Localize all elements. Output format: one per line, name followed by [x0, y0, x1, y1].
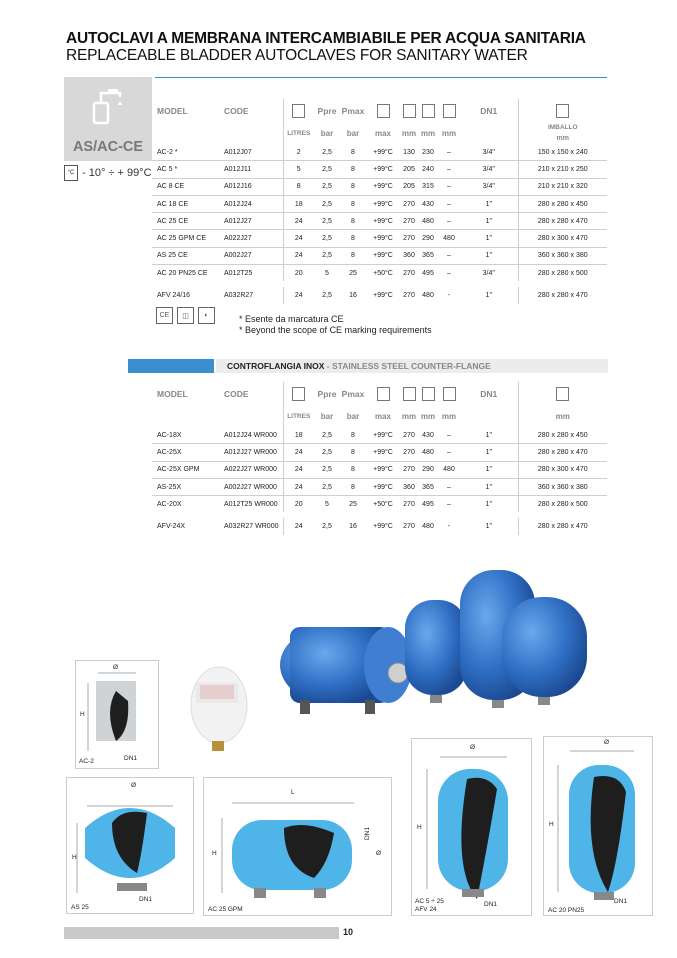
table-cell: 1" [460, 461, 518, 478]
table-row [152, 287, 607, 303]
table-cell: - [447, 292, 451, 300]
table-cell: AS 25 CE [152, 247, 219, 264]
table-cell: 24 [283, 230, 314, 247]
table-cell: 270 [400, 427, 418, 444]
table-cell: +99°C [366, 195, 400, 212]
dim-height: H [80, 711, 85, 718]
table-cell: 8 [340, 195, 366, 212]
table-cell: – [438, 161, 460, 178]
table-cell: 150 x 150 x 240 [518, 144, 607, 161]
table-cell: 25 [349, 269, 357, 277]
table-row [152, 461, 607, 478]
drawing-caption: AC-2 [79, 758, 94, 765]
diameter-icon [403, 104, 416, 118]
title-english: REPLACEABLE BLADDER AUTOCLAVES FOR SANITARY WATER [66, 47, 528, 64]
table-cell: 205 [400, 161, 418, 178]
ce-mark-icon: CE [156, 307, 173, 324]
table-cell: 280 x 280 x 450 [518, 195, 607, 212]
header-code: CODE [224, 105, 249, 116]
table-cell: A002J27 [219, 247, 283, 264]
table-cell: 3/4" [460, 178, 518, 195]
counterflange-table [152, 382, 607, 535]
unit-mm: mm [420, 411, 436, 421]
table-cell: 5 [325, 500, 329, 508]
table-cell: 480 [438, 230, 460, 247]
horizontal-tank-photo [280, 627, 412, 714]
volume-icon [292, 104, 305, 118]
temperature-icon [377, 387, 390, 401]
table-row [152, 444, 607, 461]
table-cell: 280 x 280 x 470 [518, 213, 607, 230]
table-cell: – [438, 195, 460, 212]
table-cell: 2,5 [322, 523, 332, 531]
table-cell: 8 [340, 461, 366, 478]
table-cell: 270 [400, 461, 418, 478]
table-cell: 2,5 [314, 195, 340, 212]
title-italian: AUTOCLAVI A MEMBRANA INTERCAMBIABILE PER ACQUA SANITARIA [66, 30, 586, 47]
table-cell: A012J16 [219, 178, 283, 195]
temperature-text: - 10° ÷ + 99°C [82, 167, 152, 179]
header-pmax: Pmax [341, 388, 365, 399]
title-rule [155, 77, 607, 78]
table-cell: 280 x 300 x 470 [518, 461, 607, 478]
unit-max: max [374, 411, 391, 421]
dim-diameter: Ø [604, 739, 610, 746]
product-photo-group [270, 565, 660, 745]
table-row [152, 195, 607, 212]
header-code: CODE [224, 388, 249, 399]
temperature-icon [377, 104, 390, 118]
ac25gpm-drawing [204, 778, 391, 915]
table-cell: 290 [418, 230, 438, 247]
table-cell: +50°C [373, 500, 393, 508]
table-cell: A022J27 [219, 230, 283, 247]
table-cell: 18 [283, 427, 314, 444]
table-cell: 24 [283, 444, 314, 461]
table-cell: 1" [460, 195, 518, 212]
unit-bar: bar [320, 411, 334, 421]
table-cell: 2 [283, 144, 314, 161]
table-row [152, 478, 607, 495]
unit-mm: mm [518, 405, 607, 427]
dim-height: H [549, 821, 554, 828]
table-cell: 8 [340, 444, 366, 461]
ac20-drawing [544, 737, 652, 915]
table-cell: 360 [400, 247, 418, 264]
unit-mm: mm [401, 128, 417, 138]
table-cell: A012T25 WR000 [224, 500, 278, 508]
table-cell: – [438, 213, 460, 230]
length-icon [443, 387, 456, 401]
table-cell: 230 [418, 144, 438, 161]
table-cell: 480 [418, 213, 438, 230]
table-cell: 2,5 [314, 478, 340, 495]
table-cell: – [438, 444, 460, 461]
table-cell: 3/4" [482, 269, 495, 277]
table-cell: 365 [418, 247, 438, 264]
table-cell: 360 x 360 x 380 [518, 247, 607, 264]
table-cell: 360 x 360 x 380 [518, 478, 607, 495]
header-pmax: Pmax [341, 105, 365, 116]
dim-dn1: DN1 [484, 901, 498, 908]
table-cell: 1" [460, 213, 518, 230]
table-cell: 480 [418, 444, 438, 461]
table-cell: 130 [400, 144, 418, 161]
section-title: CONTROFLANGIA INOX - STAINLESS STEEL COUNTER-FLANGE [227, 361, 491, 371]
table-cell: 24 [283, 478, 314, 495]
dim-length: L [291, 789, 295, 796]
table-cell: 315 [418, 178, 438, 195]
table-cell: 5 [283, 161, 314, 178]
table-cell: 8 [283, 178, 314, 195]
table-cell: 18 [283, 195, 314, 212]
table-row [152, 213, 607, 230]
white-tank-photo [186, 655, 256, 755]
table-cell: +99°C [366, 478, 400, 495]
table-cell: AC 8 CE [152, 178, 219, 195]
table-cell: – [438, 144, 460, 161]
ac2-drawing [76, 661, 158, 768]
table-cell: 2,5 [322, 292, 332, 300]
table-cell: 1" [460, 427, 518, 444]
table-cell: +99°C [366, 161, 400, 178]
table-cell: A002J27 WR000 [219, 478, 283, 495]
unit-mm: mm [420, 128, 436, 138]
table-cell: 495 [422, 269, 434, 277]
faucet-icon [90, 85, 130, 129]
table-row [152, 496, 607, 513]
table-cell: 2,5 [314, 161, 340, 178]
table-cell: 430 [418, 195, 438, 212]
table-cell: A012J27 WR000 [219, 444, 283, 461]
drawing-as25 [66, 777, 194, 914]
table-cell: 20 [283, 496, 314, 513]
table-cell: AC-25X GPM [152, 461, 219, 478]
table-cell: 24 [283, 461, 314, 478]
table-cell: 2,5 [314, 247, 340, 264]
table-cell: 270 [403, 500, 415, 508]
table-cell: A012J24 WR000 [219, 427, 283, 444]
unit-mm: mm [441, 411, 457, 421]
table-cell: AFV 24/16 [157, 292, 191, 300]
unit-mm: mm [401, 411, 417, 421]
unit-litres: LITRES [283, 122, 314, 144]
dim-height: H [417, 824, 422, 831]
dim-diameter: Ø [131, 782, 137, 789]
temperature-range [64, 165, 152, 181]
table-cell: 2,5 [314, 213, 340, 230]
certification-marks [156, 307, 215, 324]
table-cell: 20 [283, 265, 314, 282]
table-cell: 360 [400, 478, 418, 495]
table-cell: AC 25 GPM CE [152, 230, 219, 247]
table-cell: +99°C [366, 178, 400, 195]
table-cell: 480 [422, 523, 434, 531]
table-cell: +99°C [373, 523, 393, 531]
table-cell: 24 [283, 518, 314, 534]
table-cell: - [447, 523, 451, 531]
table-cell: +99°C [366, 144, 400, 161]
table-cell: AC-18X [152, 427, 219, 444]
package-icon [556, 104, 569, 118]
header-ppre: Ppre [317, 105, 337, 116]
table-cell: 16 [349, 523, 357, 531]
thermometer-icon: °C [64, 165, 78, 181]
table-cell: AC 18 CE [152, 195, 219, 212]
table-cell: 205 [400, 178, 418, 195]
table-cell: 280 x 280 x 470 [518, 444, 607, 461]
products-table [152, 99, 607, 304]
header-dn1: DN1 [480, 105, 498, 116]
table-cell: A012T25 [224, 269, 253, 277]
table-cell: 8 [340, 247, 366, 264]
unit-bar: bar [320, 128, 334, 138]
table-cell: AC 20 PN25 CE [157, 269, 208, 277]
table-cell: 480 [438, 461, 460, 478]
table-cell: AS-25X [152, 478, 219, 495]
drawing-caption: AC 5 ÷ 25 [415, 898, 444, 905]
dim-diameter: Ø [376, 850, 382, 857]
series-badge [64, 77, 152, 161]
table-cell: AC 5 * [152, 161, 219, 178]
table-cell: 1" [460, 478, 518, 495]
table-cell: 210 x 210 x 250 [518, 161, 607, 178]
dim-height: H [212, 850, 217, 857]
package-icon [556, 387, 569, 401]
table-cell: 280 x 280 x 450 [518, 427, 607, 444]
unit-mm: mm [441, 128, 457, 138]
table-cell: 1" [460, 247, 518, 264]
header-model: MODEL [157, 105, 188, 116]
table-cell: 270 [403, 292, 415, 300]
wras-mark-icon: ◫ [177, 307, 194, 324]
table-cell: 2,5 [314, 144, 340, 161]
table-cell: 2,5 [314, 461, 340, 478]
table-cell: 270 [400, 444, 418, 461]
vertical-tank-small-photo [405, 600, 467, 703]
table-cell: 280 x 300 x 470 [518, 230, 607, 247]
table-cell: 8 [340, 144, 366, 161]
height-icon [422, 387, 435, 401]
table-cell: AC-20X [157, 500, 182, 508]
unit-max: max [374, 128, 391, 138]
drawing-ac2 [75, 660, 159, 769]
table-cell: 3/4" [460, 144, 518, 161]
table-cell: 1" [460, 444, 518, 461]
table-row [152, 265, 607, 282]
table-cell: 430 [418, 427, 438, 444]
table-cell: 8 [340, 178, 366, 195]
table-cell: – [438, 478, 460, 495]
dim-dn1: DN1 [364, 826, 372, 841]
table-cell: 210 x 210 x 320 [518, 178, 607, 195]
unit-bar: bar [346, 128, 360, 138]
table-row [152, 230, 607, 247]
length-icon [443, 104, 456, 118]
table-cell: 2,5 [314, 230, 340, 247]
table-cell: 24 [283, 287, 314, 303]
table-cell: AC 25 CE [152, 213, 219, 230]
drawing-caption: AS 25 [71, 904, 89, 911]
ce-notes [239, 314, 432, 336]
table-cell: 8 [340, 161, 366, 178]
table-cell: 270 [403, 523, 415, 531]
table-cell: 8 [340, 478, 366, 495]
table-cell: 3/4" [460, 161, 518, 178]
footer-bar [64, 927, 339, 939]
dim-dn1: DN1 [614, 898, 628, 905]
table-cell: 280 x 280 x 500 [518, 265, 607, 282]
table-cell: +99°C [366, 427, 400, 444]
unit-mm: mm [556, 135, 569, 142]
table-row [152, 178, 607, 195]
section-accent-bar [128, 359, 214, 373]
table-cell: 495 [422, 500, 434, 508]
drawing-caption: AC 20 PN25 [548, 907, 585, 914]
table-cell: 290 [418, 461, 438, 478]
table-cell: – [447, 500, 451, 508]
volume-icon [292, 387, 305, 401]
table-cell: A032R27 [224, 292, 254, 300]
table-cell: – [438, 178, 460, 195]
note-it: * Esente da marcatura CE [239, 314, 344, 324]
header-ppre: Ppre [317, 388, 337, 399]
table-cell: 24 [283, 213, 314, 230]
table-cell: 16 [349, 292, 357, 300]
table-cell: A012J11 [219, 161, 283, 178]
table-cell: +99°C [366, 444, 400, 461]
table-row [152, 144, 607, 161]
table-cell: 5 [325, 269, 329, 277]
dim-dn1: DN1 [139, 896, 153, 903]
table-cell: A012J07 [219, 144, 283, 161]
series-badge-label: AS/AC-CE [72, 139, 144, 155]
table-cell: – [438, 427, 460, 444]
table-cell: +99°C [373, 292, 393, 300]
unit-bar: bar [346, 411, 360, 421]
table-cell: AC-2 * [152, 144, 219, 161]
table-cell: 8 [340, 230, 366, 247]
table-cell: 2,5 [314, 444, 340, 461]
header-model: MODEL [157, 388, 188, 399]
table-row [152, 161, 607, 178]
table-cell: 270 [400, 230, 418, 247]
dim-diameter: Ø [113, 664, 119, 671]
table-cell: AFV-24X [157, 523, 186, 531]
diameter-icon [403, 387, 416, 401]
table-cell: 270 [403, 269, 415, 277]
drawing-ac5-25 [411, 738, 532, 916]
table-cell: A012J24 [219, 195, 283, 212]
ac5-drawing [412, 739, 531, 915]
table-cell: 270 [400, 213, 418, 230]
table-cell: +99°C [366, 461, 400, 478]
table-cell: 2,5 [314, 178, 340, 195]
table-cell: 1" [460, 230, 518, 247]
note-en: * Beyond the scope of CE marking requirements [239, 325, 432, 335]
table-cell: 270 [400, 195, 418, 212]
table-cell: 240 [418, 161, 438, 178]
table-cell: +99°C [366, 247, 400, 264]
table-cell: +50°C [373, 269, 393, 277]
table-cell: A032R27 WR000 [224, 523, 279, 531]
table-row [152, 427, 607, 444]
table-cell: AC-25X [152, 444, 219, 461]
table-cell: – [438, 247, 460, 264]
table-cell: 280 x 280 x 470 [518, 518, 607, 534]
table-row [152, 518, 607, 534]
table-cell: 24 [283, 247, 314, 264]
drawing-caption: AC 25 GPM [208, 906, 243, 913]
table-cell: A022J27 WR000 [219, 461, 283, 478]
table-cell: 280 x 280 x 470 [518, 287, 607, 303]
table-cell: A012J27 [219, 213, 283, 230]
unit-litres: LITRES [283, 405, 314, 427]
drawing-ac20pn25 [543, 736, 653, 916]
table-cell: 8 [340, 213, 366, 230]
table-cell: 1" [485, 500, 492, 508]
table-cell: 25 [349, 500, 357, 508]
dim-dn1: DN1 [124, 755, 138, 762]
table-cell: +99°C [366, 230, 400, 247]
dim-height: H [72, 854, 77, 861]
drawing-ac25gpm [203, 777, 392, 916]
dim-diameter: Ø [470, 744, 476, 751]
page-number: 10 [343, 927, 354, 937]
table-cell: 480 [422, 292, 434, 300]
height-icon [422, 104, 435, 118]
table-row [152, 247, 607, 264]
drawing-caption: AFV 24 [415, 906, 437, 913]
table-cell: 280 x 280 x 500 [518, 496, 607, 513]
table-cell: +99°C [366, 213, 400, 230]
table-cell: 1" [485, 292, 492, 300]
table-cell: 2,5 [314, 427, 340, 444]
header-dn1: DN1 [480, 388, 498, 399]
as25-drawing [67, 778, 193, 913]
table-cell: 1" [485, 523, 492, 531]
table-cell: – [447, 269, 451, 277]
acs-mark-icon: ◐ [198, 307, 215, 324]
table-cell: 365 [418, 478, 438, 495]
table-cell: 8 [340, 427, 366, 444]
header-imballo: IMBALLO [547, 124, 578, 131]
